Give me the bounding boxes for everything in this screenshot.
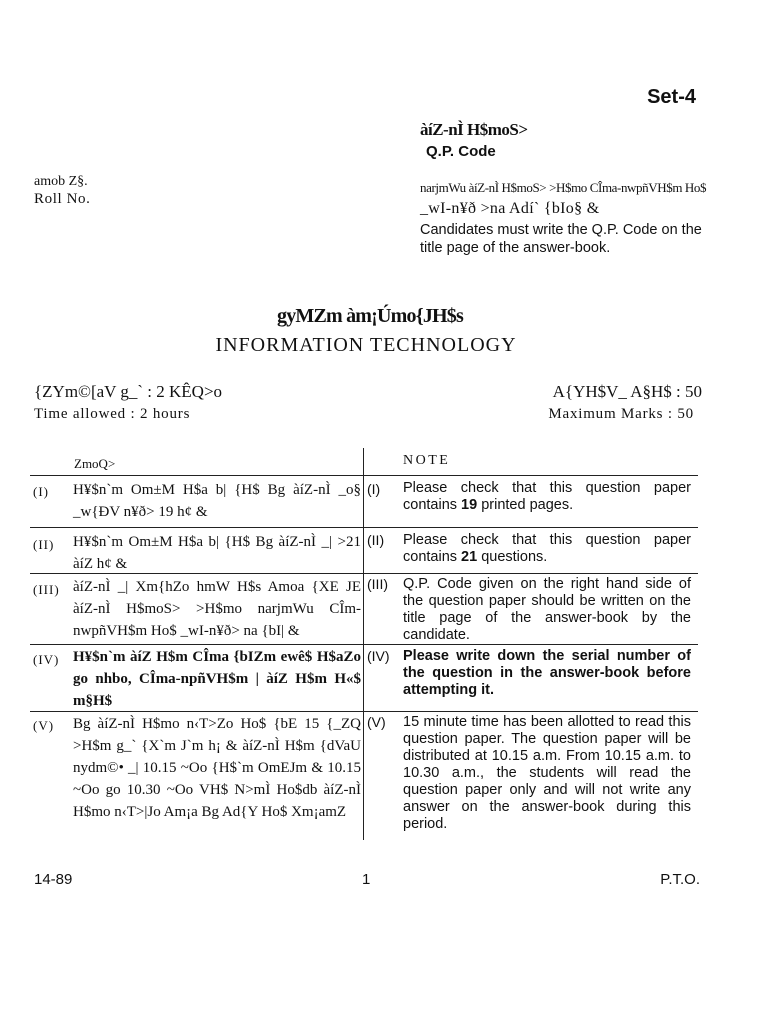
footer-code: 14-89 <box>34 871 73 888</box>
note-text: Please write down the serial number of the question in the answer-book before attempting it. <box>403 648 691 698</box>
candidate-instruction-hindi-line-1: narjmWu àíZ-nÌ H$moS> >H$mo CÎma-nwpñVH$m Ho$ <box>420 180 707 195</box>
row-divider <box>30 644 698 645</box>
note-text: Q.P. Code given on the right hand side of the question paper should be written on the title page of the answer-book by the candidate. <box>403 576 691 643</box>
note-number-hindi: (I) <box>33 484 49 499</box>
time-allowed-hindi: {ZYm©[aV g_` : 2 KÊQ>o <box>34 382 223 401</box>
candidate-instruction-hindi-line-2: _wI-n¥ð >na Adí` {bIo§ & <box>420 200 600 217</box>
row-divider <box>30 475 698 476</box>
qp-code-hindi-label: àíZ-nÌ H$moS> <box>420 120 528 139</box>
note-number: (IV) <box>367 648 390 664</box>
pto-label: P.T.O. <box>660 871 700 888</box>
note-header: NOTE <box>403 453 451 468</box>
roll-no-hindi-label: amob Z§. <box>34 174 88 189</box>
page-count: 19 <box>461 497 478 513</box>
maximum-marks: Maximum Marks : 50 <box>548 406 694 422</box>
note-number-hindi: (V) <box>33 718 55 733</box>
note-text: 15 minute time has been allotted to read this question paper. The question paper will be distributed at 10.15 a.m. From 10.15 a.m. to 10.30 a.m., the students will read the question paper only and will not write any answer on the answer-book during this period. <box>403 714 691 832</box>
maximum-marks-hindi: A{YH$V_ A§H$ : 50 <box>552 382 702 401</box>
set-number: Set-4 <box>647 86 696 108</box>
row-divider <box>30 527 698 528</box>
note-text-hindi: H¥$n`m àíZ H$m CÎma {bIZm ewê$ H$aZo go nhbo, CÎma-npñVH$m | àíZ H$m H«$ m§H$ <box>73 649 361 709</box>
note-number-hindi: (IV) <box>33 652 60 667</box>
note-text-part: Please check that this question paper contains <box>403 532 691 565</box>
roll-no-label: Roll No. <box>34 191 91 207</box>
note-number: (V) <box>367 714 386 730</box>
subject-title: INFORMATION TECHNOLOGY <box>215 334 517 356</box>
subject-title-hindi: gyMZm àm¡Úmo{JH$s <box>277 305 463 327</box>
note-text-hindi: H¥$n`m Om±M H$a b| {H$ Bg àíZ-nÌ _| >21 àíZ h¢ & <box>73 534 361 572</box>
note-number: (III) <box>367 576 388 592</box>
note-number: (I) <box>367 481 381 497</box>
qp-code-label: Q.P. Code <box>426 143 496 160</box>
note-text <box>403 532 691 566</box>
note-header-hindi: ZmoQ> <box>74 456 116 471</box>
note-number: (II) <box>367 532 385 548</box>
note-text-part: questions. <box>477 549 548 565</box>
page-number: 1 <box>362 871 371 888</box>
note-text-part: printed pages. <box>477 497 574 513</box>
note-text-hindi: àíZ-nÌ _| Xm{hZo hmW H$s Amoa {XE JE àíZ-nÌ H$moS> >H$mo narjmWu CÎm-nwpñVH$m Ho$ _wI-n¥ð> na {bI| & <box>73 579 361 639</box>
note-text-part: Please check that this question paper contains <box>403 480 691 513</box>
note-text <box>403 480 691 514</box>
candidate-instruction: Candidates must write the Q.P. Code on the title page of the answer-book. <box>420 222 702 256</box>
note-text-hindi: H¥$n`m Om±M H$a b| {H$ Bg àíZ-nÌ _o§ _w{ÐV n¥ð> 19 h¢ & <box>73 482 361 520</box>
note-number-hindi: (III) <box>33 582 60 597</box>
question-count: 21 <box>461 549 478 565</box>
note-text-hindi: Bg àíZ-nÌ H$mo n‹T>Zo Ho$ {bE 15 {_ZQ >H$m g_` {X`m J`m h¡ & àíZ-nÌ H$m {dVaU nydm©• _| 10.15 ~Oo {H$`m OmEJm & 10.15 ~Oo go 10.30 ~Oo VH$ N>mÌ Ho$db àíZ-nÌ H$mo n‹T>|Jo Am¡a Bg Ad{Y Ho$ Xm¡amZ <box>73 716 361 820</box>
time-allowed: Time allowed : 2 hours <box>34 406 191 422</box>
note-number-hindi: (II) <box>33 537 55 552</box>
